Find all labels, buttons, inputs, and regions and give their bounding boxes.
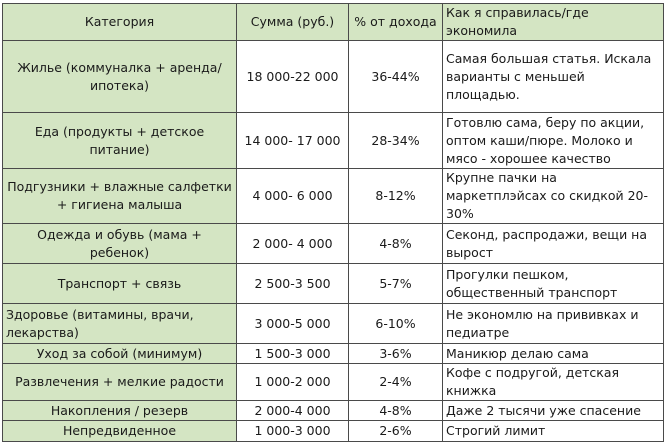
percent-cell: 36-44% <box>349 41 443 113</box>
percent-cell: 8-12% <box>349 169 443 224</box>
note-cell: Самая большая статья. Искала варианты с меньшей площадью. <box>443 41 664 113</box>
percent-cell: 2-6% <box>349 421 443 442</box>
amount-cell: 1 000-3 000 <box>237 421 349 442</box>
header-row <box>3 4 664 41</box>
amount-cell: 2 000-4 000 <box>237 401 349 421</box>
note-cell: Не экономлю на прививках и педиатре <box>443 304 664 344</box>
table-row <box>3 401 664 421</box>
note-cell: Крупне пачки на маркетплэйсах со скидкой 20-30% <box>443 169 664 224</box>
note-cell: Секонд, распродажи, вещи на вырост <box>443 224 664 264</box>
note-cell: Строгий лимит <box>443 421 664 442</box>
note-cell: Кофе с подругой, детская книжка <box>443 364 664 401</box>
amount-cell: 3 000-5 000 <box>237 304 349 344</box>
table-row <box>3 224 664 264</box>
amount-cell: 1 500-3 000 <box>237 344 349 364</box>
table-row <box>3 169 664 224</box>
percent-cell: 4-8% <box>349 224 443 264</box>
percent-cell: 5-7% <box>349 264 443 304</box>
table-row <box>3 41 664 113</box>
table-row <box>3 304 664 344</box>
note-cell: Маникюр делаю сама <box>443 344 664 364</box>
amount-cell: 2 500-3 500 <box>237 264 349 304</box>
percent-cell: 3-6% <box>349 344 443 364</box>
amount-cell: 1 000-2 000 <box>237 364 349 401</box>
percent-cell: 4-8% <box>349 401 443 421</box>
amount-cell: 18 000-22 000 <box>237 41 349 113</box>
amount-cell: 2 000- 4 000 <box>237 224 349 264</box>
category-cell: Накопления / резерв <box>3 401 237 421</box>
header-category: Категория <box>3 4 237 41</box>
amount-cell: 14 000- 17 000 <box>237 113 349 169</box>
category-cell: Развлечения + мелкие радости <box>3 364 237 401</box>
table-row <box>3 421 664 442</box>
table-row <box>3 344 664 364</box>
amount-cell: 4 000- 6 000 <box>237 169 349 224</box>
percent-cell: 6-10% <box>349 304 443 344</box>
percent-cell: 28-34% <box>349 113 443 169</box>
table-row <box>3 364 664 401</box>
category-cell: Транспорт + связь <box>3 264 237 304</box>
category-cell: Одежда и обувь (мама + ребенок) <box>3 224 237 264</box>
note-cell: Готовлю сама, беру по акции, оптом каши/пюре. Молоко и мясо - хорошее качество <box>443 113 664 169</box>
category-cell: Жилье (коммуналка + аренда/ипотека) <box>3 41 237 113</box>
category-cell: Уход за собой (минимум) <box>3 344 237 364</box>
category-cell: Здоровье (витамины, врачи, лекарства) <box>3 304 237 344</box>
note-cell: Прогулки пешком, общественный транспорт <box>443 264 664 304</box>
table-row <box>3 113 664 169</box>
note-cell: Даже 2 тысячи уже спасение <box>443 401 664 421</box>
header-percent: % от дохода <box>349 4 443 41</box>
table-row <box>3 264 664 304</box>
percent-cell: 2-4% <box>349 364 443 401</box>
header-note: Как я справилась/где экономила <box>443 4 664 41</box>
category-cell: Подгузники + влажные салфетки + гигиена малыша <box>3 169 237 224</box>
header-amount: Сумма (руб.) <box>237 4 349 41</box>
category-cell: Непредвиденное <box>3 421 237 442</box>
budget-table <box>2 3 664 442</box>
category-cell: Еда (продукты + детское питание) <box>3 113 237 169</box>
